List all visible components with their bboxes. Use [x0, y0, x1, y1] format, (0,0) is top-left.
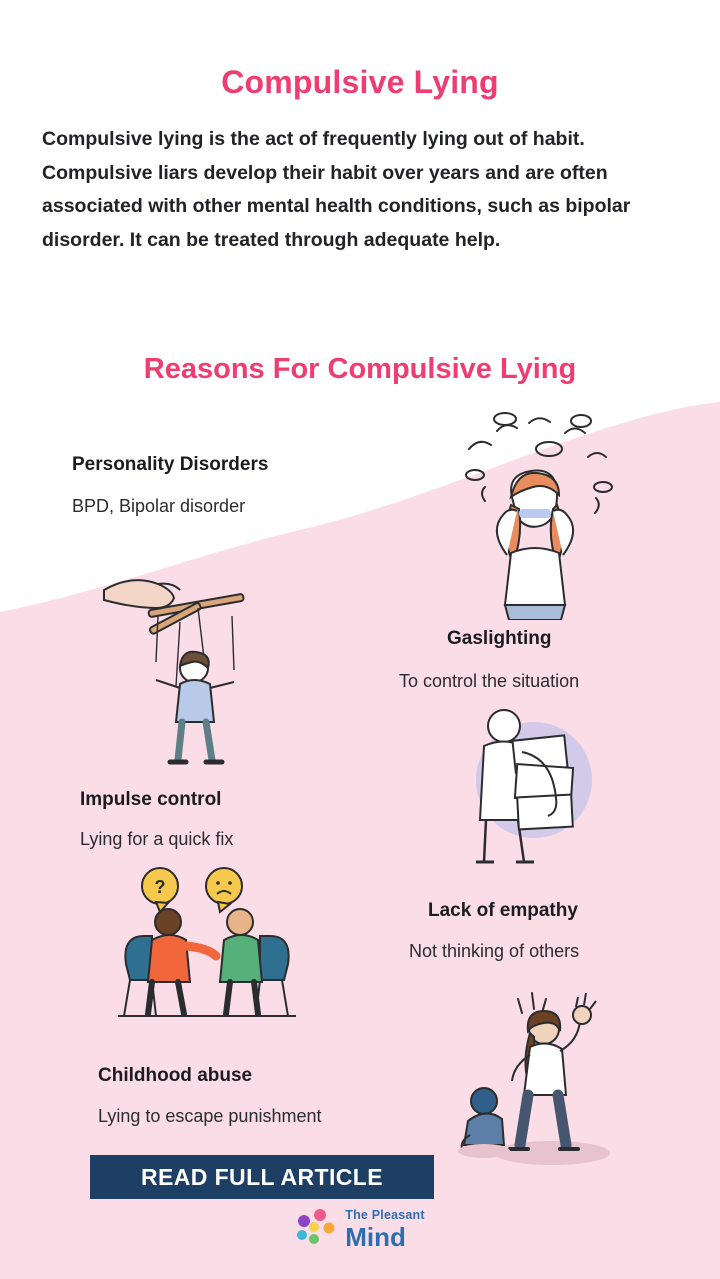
svg-text:?: ?	[154, 877, 166, 897]
reason-label-gaslighting: Gaslighting	[447, 628, 552, 649]
read-full-article-button[interactable]: READ FULL ARTICLE	[90, 1155, 434, 1199]
two-people-talking-icon	[112, 864, 302, 1034]
page-title: Compulsive Lying	[221, 64, 499, 100]
intro-paragraph: Compulsive lying is the act of frequently lying out of habit. Compulsive liars develop their habit over years and are often associated with other mental health conditions, such as bipolar disorder. It can be treated through adequate help.	[42, 128, 631, 251]
puppet-strings-icon	[98, 560, 288, 775]
reason-desc-personality-disorders: BPD, Bipolar disorder	[72, 496, 246, 516]
brand-footer[interactable]	[0, 1208, 720, 1251]
reason-desc-impulse-control: Lying for a quick fix	[80, 829, 234, 849]
pleasant-mind-logo-icon	[295, 1208, 337, 1251]
stressed-woman-icon	[445, 405, 620, 620]
brand-name-bottom: Mind	[345, 1221, 406, 1252]
reason-desc-gaslighting: To control the situation	[399, 671, 580, 691]
reason-desc-lack-of-empathy: Not thinking of others	[409, 941, 580, 961]
reason-label-lack-of-empathy: Lack of empathy	[428, 900, 578, 921]
reason-label-personality-disorders: Personality Disorders	[72, 454, 269, 475]
reason-desc-childhood-abuse: Lying to escape punishment	[98, 1106, 322, 1126]
reason-label-impulse-control: Impulse control	[80, 789, 222, 810]
brand-text	[345, 1209, 425, 1250]
angry-adult-child-icon	[452, 985, 632, 1170]
person-carrying-boxes-icon	[456, 700, 616, 870]
reason-label-childhood-abuse: Childhood abuse	[98, 1065, 253, 1086]
brand-name-top: The Pleasant	[345, 1208, 425, 1223]
section-title: Reasons For Compulsive Lying	[143, 353, 577, 385]
